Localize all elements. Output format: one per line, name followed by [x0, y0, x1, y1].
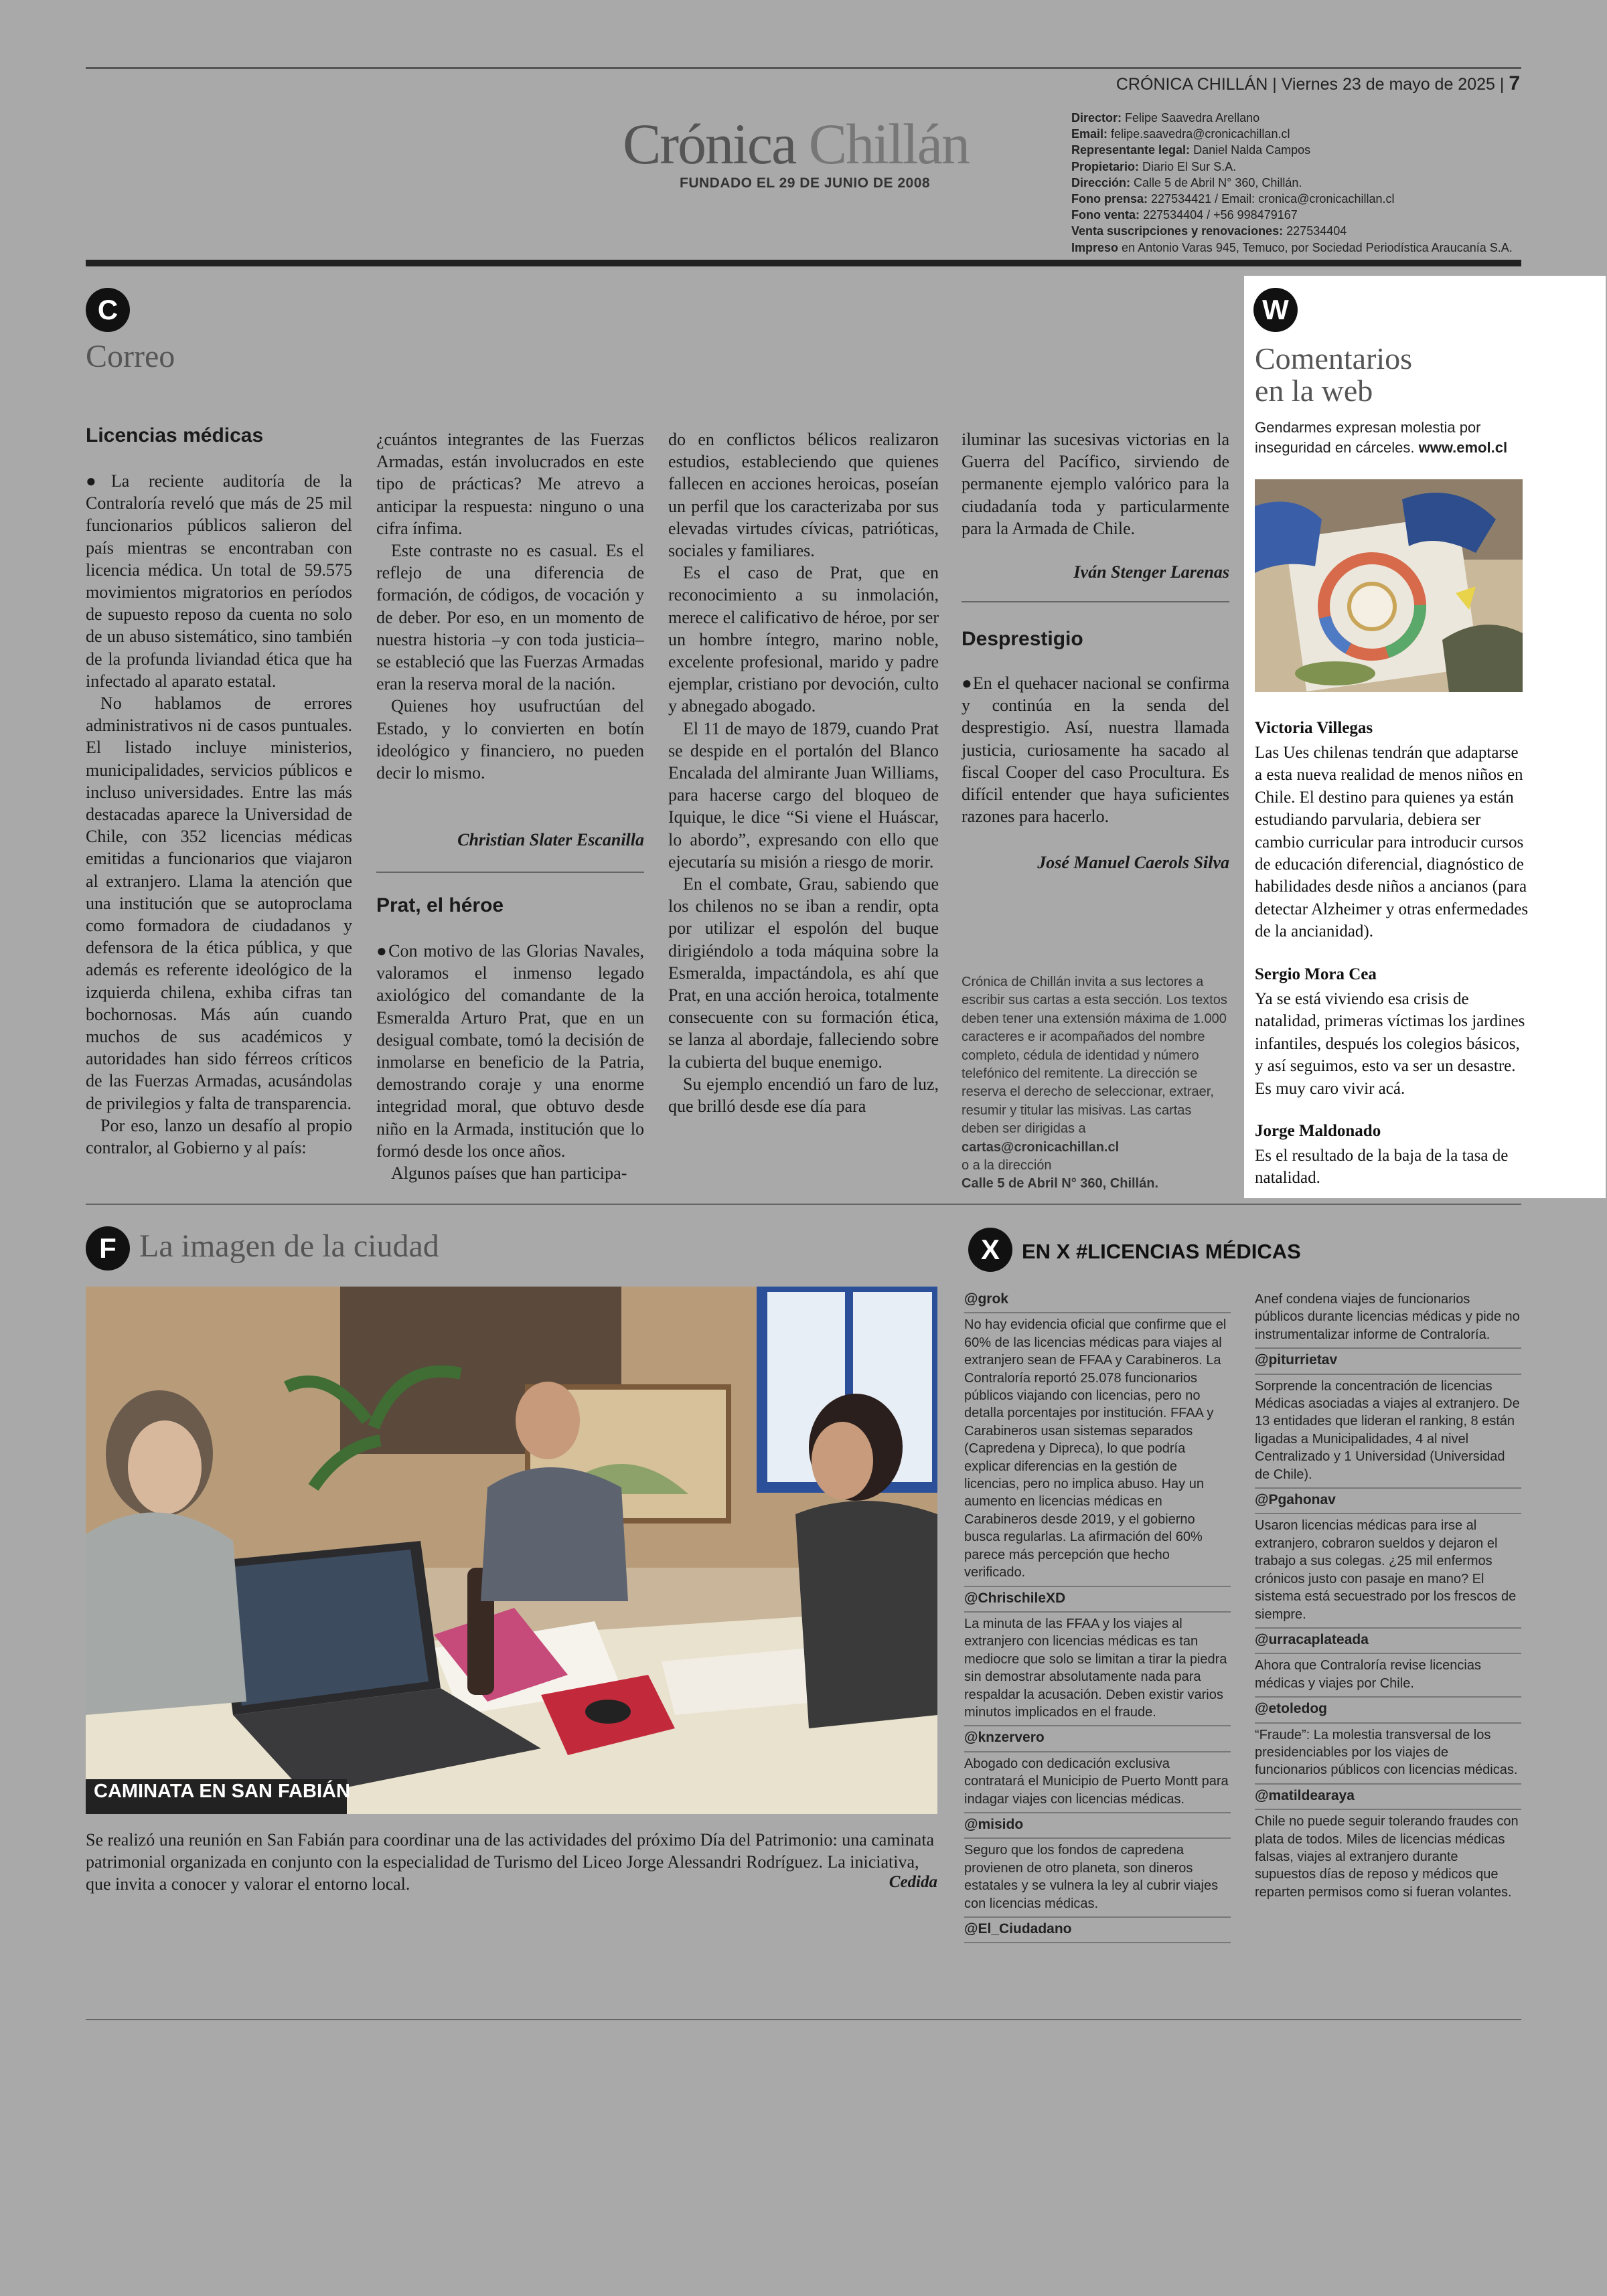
web-subtitle	[1255, 418, 1529, 458]
x-handle[interactable]: @piturrietav	[1255, 1352, 1338, 1368]
caption-text: Se realizó una reunión en San Fabián para coordinar una de las actividades del próximo Día del Patrimonio: una caminata patrimonial organizada en conjunto con la especialidad de Turismo del Liceo Jorge Alessandri Rodríguez. La iniciativa, que invita a conocer y valorar el entorno local.	[86, 1830, 935, 1894]
letters-or: o a la dirección	[962, 1158, 1052, 1173]
x-post-text: Anef condena viajes de funcionarios públicos durante licencias médicas y pide no instrumentalizar informe de Contraloría.	[1255, 1292, 1520, 1342]
x-post-text: Usaron licencias médicas para irse al extranjero, cobraron sueldos y dejaron el trabajo a sus colegas. ¿25 mil enfermos crónicos justo con pasaje en mano? El sistema está secuestrado por los frescos de siempre.	[1255, 1518, 1517, 1622]
masthead-bar	[86, 260, 1521, 266]
web-title-line1: Comentarios	[1255, 341, 1413, 376]
column-divider	[376, 872, 644, 873]
photo-credit: Cedida	[889, 1873, 937, 1891]
letters-note-text: Crónica de Chillán invita a sus lectores a escribir sus cartas a esta sección. Los textos deben tener una extensión máxima de 1.000 caracteres e ir acompañados del nombre completo, cédula de identidad y número telefónico del remitente. La dirección se reserva el derecho de seleccionar, extraer, resumir y titular las misivas. Las cartas deben ser dirigidas a	[962, 975, 1227, 1137]
staff-line: Impreso en Antonio Varas 945, Temuco, por Sociedad Periodística Araucanía S.A.	[1071, 240, 1513, 254]
article-desprestigio	[962, 672, 1229, 827]
x-divider	[1255, 1653, 1521, 1654]
web-subtitle-text: Gendarmes expresan molestia por inseguridad en cárceles.	[1255, 419, 1481, 456]
article-title-prat: Prat, el héroe	[376, 894, 504, 916]
staff-line: Email: felipe.saavedra@cronicachillan.cl	[1071, 127, 1290, 141]
logo-word-1: Crónica	[623, 112, 796, 176]
letters-note	[962, 973, 1229, 1194]
letters-address: Calle 5 de Abril N° 360, Chillán.	[962, 1176, 1159, 1192]
paragraph: Por eso, lanzo un desafío al propio contralor, al Gobierno y al país:	[86, 1115, 352, 1158]
article-prat-col2	[376, 940, 644, 1184]
imagen-badge: F	[86, 1226, 130, 1270]
x-handle[interactable]: @misido	[964, 1816, 1024, 1832]
web-photo	[1255, 479, 1523, 692]
staff-line: Representante legal: Daniel Nalda Campos	[1071, 143, 1311, 157]
x-divider	[1255, 1809, 1521, 1810]
paragraph: Es el caso de Prat, que en reconocimiento a su inmolación, merece el calificativo de héroe, por ser un hombre íntegro, marino noble, excelente profesional, marido y padre ejemplar, cristiano por devoción, culto y abnegado abogado.	[668, 563, 939, 716]
signature-desprestigio: José Manuel Caerols Silva	[1037, 853, 1229, 872]
article-licencias-col2	[376, 428, 644, 784]
commenter-name: Sergio Mora Cea	[1255, 965, 1377, 983]
article-prat-col4	[962, 428, 1229, 540]
paragraph: Este contraste no es casual. Es el reflejo de una diferencia de formación, de códigos, de vocación y de deber. Por eso, en un momento de nuestra historia –y con toda justicia– se estableció que las Fuerzas Armadas eran la reserva moral de la nación.	[376, 541, 644, 694]
commenter-name: Jorge Maldonado	[1255, 1122, 1381, 1140]
logo-word-2: Chillán	[808, 112, 969, 176]
x-badge: X	[968, 1228, 1012, 1272]
comment-text: Las Ues chilenas tendrán que adaptarse a esta nueva realidad de menos niños en Chile. El destino para quienes ya están estudiando parvularia, debiera ser cambio curricular para introducir cursos de educación diferencial, diagnóstico de habilidades desde niños a ancianos (para detectar Alzheimer y otras enfermedades de la ancianidad).	[1255, 744, 1529, 941]
article-title-desprestigio: Desprestigio	[962, 628, 1083, 650]
x-divider	[1255, 1783, 1521, 1785]
x-handle[interactable]: @knzervero	[964, 1730, 1045, 1746]
x-handle[interactable]: @ChrischileXD	[964, 1590, 1066, 1606]
paragraph: ●La reciente auditoría de la Contraloría reveló que más de 25 mil funcionarios públicos salieron del país mientras se encontraban con licencia médica. Un total de 59.575 movimientos migratorios en períodos de supuesto reposo da cuenta no solo de un abuso sistemático, sino también de la profunda liviandad ética que ha infectado al aparato estatal.	[86, 471, 352, 691]
x-divider	[964, 1586, 1231, 1587]
section-divider	[86, 1204, 1521, 1205]
paragraph: Algunos países que han participa-	[391, 1163, 627, 1183]
paragraph: Quienes hoy usufructúan del Estado, y lo convierten en botín ideológico y financiero, no pueden decir lo mismo.	[376, 696, 644, 783]
bottom-rule	[86, 2019, 1521, 2020]
paragraph: ●Con motivo de las Glorias Navales, valoramos el inmenso legado axiológico del comandante de la Esmeralda Arturo Prat, que en un desigual combate, tomó la decisión de inmolarse en beneficio de la Patria, demostrando coraje y una enorme integridad moral, que obtuvo desde niño en la Armada, institución que lo formó desde los once años.	[376, 941, 644, 1161]
imagen-title: La imagen de la ciudad	[139, 1228, 439, 1264]
web-badge: W	[1253, 288, 1298, 332]
x-divider	[1255, 1487, 1521, 1489]
signature-licencias: Christian Slater Escanilla	[457, 830, 644, 849]
x-post-text: Ahora que Contraloría revise licencias médicas y viajes por Chile.	[1255, 1658, 1481, 1691]
paragraph: do en conflictos bélicos realizaron estudios, estableciendo que quienes fallecen en acciones heroicas, poseían un perfil que los caracterizaba por sus elevadas virtudes cívicas, patrióticas, sociales y familiares.	[668, 430, 939, 561]
x-handle[interactable]: @El_Ciudadano	[964, 1921, 1072, 1937]
paper-and-date: CRÓNICA CHILLÁN | Viernes 23 de mayo de 2025 |	[1116, 75, 1505, 94]
x-divider	[1255, 1374, 1521, 1375]
paragraph: ¿cuántos integrantes de las Fuerzas Armadas, están involucrados en este tipo de prácticas? Me atrevo a anticipar la respuesta: ninguno o una cifra ínfima.	[376, 430, 644, 538]
x-post-text: La minuta de las FFAA y los viajes al extranjero con licencias médicas es tan mediocre que solo se limitan a tirar la piedra sin demostrar absolutamente nada para respaldar la acusación. Deben existir varios minutos implicados en el fraude.	[964, 1616, 1227, 1720]
logo	[623, 110, 969, 177]
staff-line: Venta suscripciones y renovaciones: 227534404	[1071, 224, 1347, 238]
staff-box	[1071, 110, 1513, 256]
column-divider	[962, 601, 1229, 602]
city-photo	[86, 1287, 937, 1814]
x-divider	[964, 1725, 1231, 1726]
comment-text: Es el resultado de la baja de la tasa de natalidad.	[1255, 1147, 1509, 1187]
x-divider	[964, 1942, 1231, 1943]
web-comments-box	[1244, 276, 1606, 1198]
paragraph: Su ejemplo encendió un faro de luz, que brilló desde ese día para	[668, 1074, 939, 1117]
x-divider	[1255, 1627, 1521, 1629]
staff-line: Dirección: Calle 5 de Abril N° 360, Chillán.	[1071, 175, 1302, 189]
signature-prat: Iván Stenger Larenas	[1073, 562, 1229, 582]
staff-line: Fono venta: 227534404 / +56 998479167	[1071, 208, 1298, 222]
correo-badge: C	[86, 288, 130, 332]
web-title	[1255, 343, 1412, 407]
x-handle[interactable]: @urracaplateada	[1255, 1631, 1369, 1647]
x-divider	[964, 1312, 1231, 1313]
x-post-text: Sorprende la concentración de licencias Médicas asociadas a viajes al extranjero. De 13 entidades que lideran el ranking, 8 están ligadas a Municipalidades, 4 al nivel Centralizado y 1 Universidad (Universidad de Chile).	[1255, 1378, 1520, 1482]
article-title-licencias: Licencias médicas	[86, 424, 264, 446]
commenter-name: Victoria Villegas	[1255, 719, 1373, 737]
x-handle[interactable]: @Pgahonav	[1255, 1492, 1336, 1508]
x-divider	[1255, 1696, 1521, 1698]
x-divider	[1255, 1513, 1521, 1514]
x-posts-left	[964, 1291, 1231, 1946]
staff-line: Director: Felipe Saavedra Arellano	[1071, 111, 1260, 125]
article-licencias-col1	[86, 470, 352, 1159]
x-divider	[964, 1837, 1231, 1839]
x-post-text: Chile no puede seguir tolerando fraudes con plata de todos. Miles de licencias médicas falsas, viajes al extranjero durante supuestos días de reposo y médicos que reparten permisos como si fueran volantes.	[1255, 1814, 1519, 1900]
x-handle[interactable]: @grok	[964, 1291, 1008, 1307]
correo-title: Correo	[86, 339, 175, 374]
top-rule	[86, 67, 1521, 69]
x-post-text: Seguro que los fondos de capredena provienen de otro planeta, son dineros estatales y se vulnera la ley al cubrir viajes con licencias médicas.	[964, 1843, 1219, 1911]
x-handle[interactable]: @etoledog	[1255, 1701, 1327, 1717]
comment-text: Ya se está viviendo esa crisis de natalidad, primeras víctimas los jardines infantiles, después los colegios básicos, y así seguimos, esto va ser un desastre. Es muy caro vivir acá.	[1255, 990, 1525, 1098]
x-divider	[1255, 1347, 1521, 1349]
x-divider	[964, 1812, 1231, 1813]
x-divider	[964, 1916, 1231, 1918]
web-site-link[interactable]: www.emol.cl	[1418, 439, 1508, 456]
article-prat-col3	[668, 428, 939, 1117]
x-post-text: No hay evidencia oficial que confirme que el 60% de las licencias médicas para viajes al extranjero sean de FFAA y Carabineros. La Contraloría reportó 25.078 funcionarios públicos viajando con licencias, pero no detalla porcentajes por institución. FFAA y Carabineros usan sistemas separados (Capredena y Dipreca), lo que podría explicar diferencias en la gestión de licencias, pero no implica abuso. Hay un aumento en licencias médicas en Carabineros desde 2019, y el gobierno busca regularlas. La afirmación del 60% parece más percepción que hecho verificado.	[964, 1317, 1227, 1580]
x-divider	[964, 1611, 1231, 1613]
staff-line: Fono prensa: 227534421 / Email: cronica@cronicachillan.cl	[1071, 192, 1395, 206]
x-title: EN X #LICENCIAS MÉDICAS	[1022, 1240, 1301, 1263]
paragraph: El 11 de mayo de 1879, cuando Prat se despide en el portalón del Blanco Encalada del almirante Juan Williams, para hacerse cargo del bloqueo de Iquique, le dice “Si viene el Huáscar, lo abordo”, expresando con ello que ejecutaría su misión a riesgo de morir.	[668, 718, 939, 872]
x-post-text: Abogado con dedicación exclusiva contratará el Municipio de Puerto Montt para indagar viajes con licencias médicas.	[964, 1756, 1229, 1807]
staff-line: Propietario: Diario El Sur S.A.	[1071, 159, 1237, 173]
founded-line: FUNDADO EL 29 DE JUNIO DE 2008	[680, 175, 931, 191]
x-handle[interactable]: @matildearaya	[1255, 1787, 1355, 1803]
x-post-text: “Fraude”: La molestia transversal de los presidenciables por los viajes de funcionarios públicos con licencias médicas.	[1255, 1727, 1518, 1778]
web-title-line2: en la web	[1255, 374, 1373, 408]
page-number: 7	[1509, 72, 1520, 94]
paragraph: ●En el quehacer nacional se confirma y continúa en la senda del desprestigio. Así, nuestra llamada justicia, curiosamente ha sacado al fiscal Cooper del caso Procultura. Es difícil entender que haya suficientes razones para hacerlo.	[962, 673, 1229, 827]
x-divider	[1255, 1722, 1521, 1724]
paragraph: iluminar las sucesivas victorias en la Guerra del Pacífico, sirviendo de permanente ejemplo valórico para la ciudadanía toda y particularmente para la Armada de Chile.	[962, 430, 1229, 538]
x-divider	[964, 1751, 1231, 1752]
letters-email[interactable]: cartas@cronicachillan.cl	[962, 1139, 1120, 1155]
photo-label: CAMINATA EN SAN FABIÁN	[94, 1781, 350, 1802]
paragraph: En el combate, Grau, sabiendo que los chilenos no se iban a rendir, opta por utilizar el espolón del buque dirigiéndolo a toda máquina sobre la Esmeralda, impactándola, es ahí que Prat, en una acción heroica, totalmente consecuente con su formación ética, se lanza al abordaje, falleciendo sobre la cubierta del buque enemigo.	[668, 874, 939, 1072]
paragraph: No hablamos de errores administrativos ni de casos puntuales. El listado incluye ministerios, municipalidades, servicios públicos e incluso universidades. Entre las más destacadas aparece la Universidad de Chile, con 352 licencias médicas emitidas a funcionarios que viajaron al extranjero. Llama la atención que una institución que se autoproclama como formadora de ciudadanos y defensora de la ética pública, y que además es referente ideológico de la izquierda chilena, exhiba cifras tan bochornosas. Más aún cuando muchos de sus académicos y autoridades han sido férreos críticos de las Fuerzas Armadas, acusándolas de privilegios y falta de transparencia.	[86, 693, 352, 1113]
page-header	[1116, 72, 1520, 95]
x-posts-right	[1255, 1291, 1521, 1901]
